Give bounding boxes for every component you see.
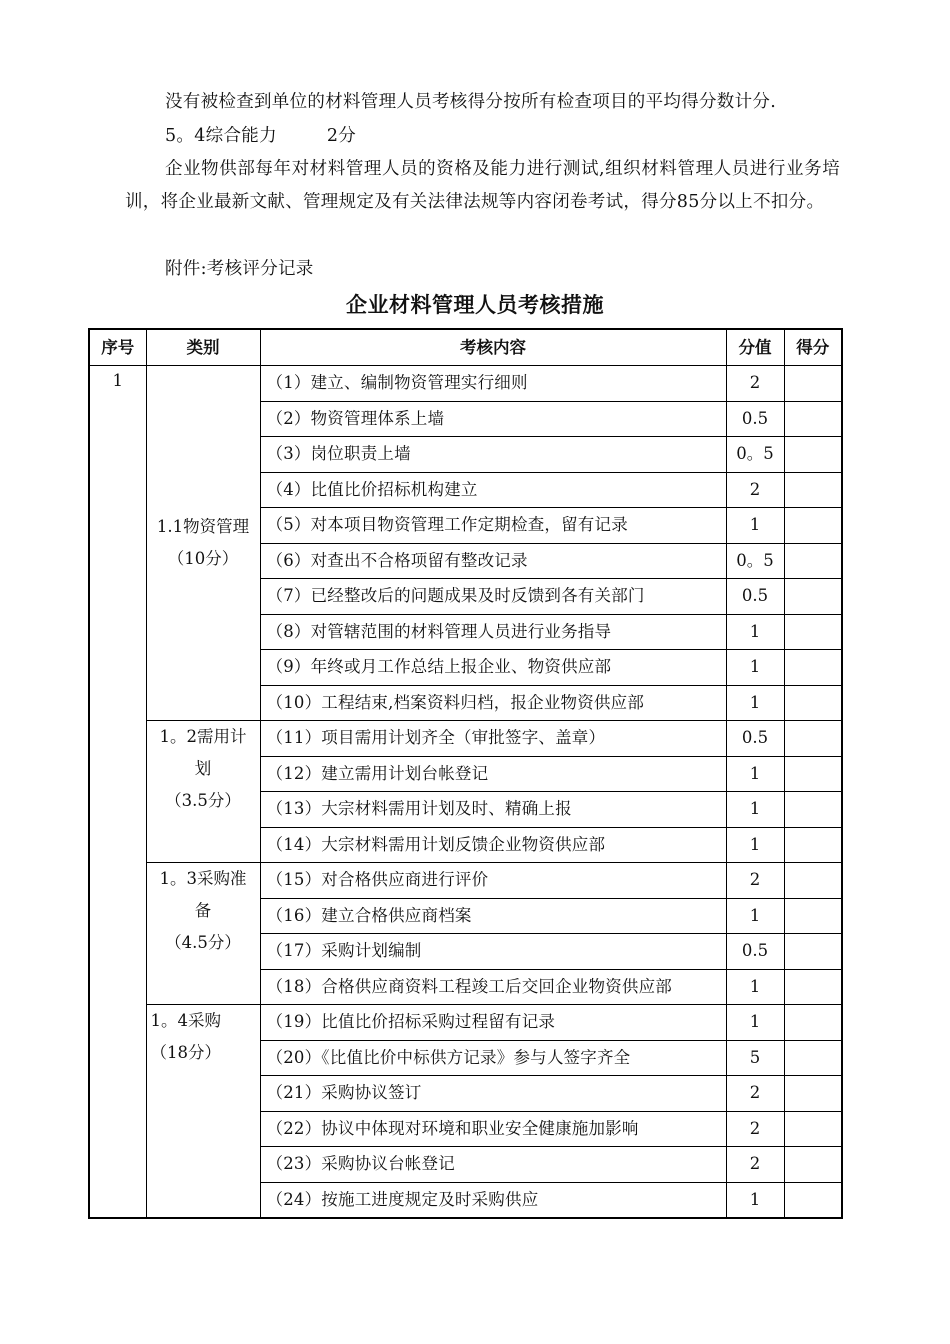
cell-score-blank[interactable] xyxy=(784,366,842,402)
cell-content: （7）已经整改后的问题成果及时反馈到各有关部门 xyxy=(260,579,726,615)
cell-content: （11）项目需用计划齐全（审批签字、盖章） xyxy=(260,721,726,757)
cell-score-blank[interactable] xyxy=(784,898,842,934)
table-row xyxy=(89,1005,842,1041)
cell-content: （15）对合格供应商进行评价 xyxy=(260,863,726,899)
paragraph-average-score-rule: 没有被检查到单位的材料管理人员考核得分按所有检查项目的平均得分数计分. xyxy=(165,92,777,112)
cell-content: （9）年终或月工作总结上报企业、物资供应部 xyxy=(260,650,726,686)
category-label-line: 1.1物资管理 xyxy=(156,517,250,536)
cell-content: （18）合格供应商资料工程竣工后交回企业物资供应部 xyxy=(260,969,726,1005)
cell-value: 1 xyxy=(726,756,784,792)
cell-score-blank[interactable] xyxy=(784,401,842,437)
cell-value: 1 xyxy=(726,685,784,721)
header-content: 考核内容 xyxy=(260,329,726,366)
cell-value: 1 xyxy=(726,508,784,544)
cell-value: 0.5 xyxy=(726,934,784,970)
cell-score-blank[interactable] xyxy=(784,685,842,721)
attachment-note: 附件:考核评分记录 xyxy=(165,259,314,279)
cell-content: （12）建立需用计划台帐登记 xyxy=(260,756,726,792)
cell-content: （19）比值比价招标采购过程留有记录 xyxy=(260,1005,726,1041)
cell-value: 1 xyxy=(726,827,784,863)
header-seq: 序号 xyxy=(89,329,146,366)
section-score: 2分 xyxy=(326,126,357,146)
cell-score-blank[interactable] xyxy=(784,792,842,828)
cell-score-blank[interactable] xyxy=(784,1076,842,1112)
cell-value: 0.5 xyxy=(726,579,784,615)
cell-value: 2 xyxy=(726,1076,784,1112)
header-value: 分值 xyxy=(726,329,784,366)
category-label-line: 1。4采购 xyxy=(150,1011,221,1030)
cell-value: 1 xyxy=(726,969,784,1005)
cell-category xyxy=(146,1005,260,1219)
table-row xyxy=(89,366,842,402)
cell-content: （2）物资管理体系上墙 xyxy=(260,401,726,437)
cell-value: 1 xyxy=(726,1005,784,1041)
cell-score-blank[interactable] xyxy=(784,579,842,615)
cell-content: （3）岗位职责上墙 xyxy=(260,437,726,473)
table-header-row xyxy=(89,329,842,366)
cell-score-blank[interactable] xyxy=(784,650,842,686)
cell-score-blank[interactable] xyxy=(784,437,842,473)
section-heading-comprehensive-ability xyxy=(165,120,880,153)
cell-score-blank[interactable] xyxy=(784,969,842,1005)
category-label-line: 备 xyxy=(194,901,212,920)
table-row xyxy=(89,863,842,899)
cell-value: 2 xyxy=(726,472,784,508)
cell-content: （4）比值比价招标机构建立 xyxy=(260,472,726,508)
cell-score-blank[interactable] xyxy=(784,1005,842,1041)
cell-score-blank[interactable] xyxy=(784,1040,842,1076)
cell-value: 0.5 xyxy=(726,401,784,437)
cell-content: （6）对查出不合格项留有整改记录 xyxy=(260,543,726,579)
cell-score-blank[interactable] xyxy=(784,508,842,544)
category-label-line: （4.5分） xyxy=(165,933,241,952)
cell-score-blank[interactable] xyxy=(784,1147,842,1183)
category-label-line: （18分） xyxy=(150,1043,221,1062)
section-label: 5。4综合能力 xyxy=(165,126,277,146)
cell-content: （5）对本项目物资管理工作定期检查，留有记录 xyxy=(260,508,726,544)
cell-value: 2 xyxy=(726,366,784,402)
cell-value: 1 xyxy=(726,792,784,828)
cell-value: 0.5 xyxy=(726,721,784,757)
table-title: 企业材料管理人员考核措施 xyxy=(346,293,604,317)
cell-value: 1 xyxy=(726,614,784,650)
category-label-line: 划 xyxy=(194,759,212,778)
cell-category xyxy=(146,366,260,721)
cell-score-blank[interactable] xyxy=(784,827,842,863)
cell-category xyxy=(146,863,260,1005)
category-label-line: 1。3采购准 xyxy=(159,869,247,888)
cell-value: 1 xyxy=(726,650,784,686)
cell-content: （23）采购协议台帐登记 xyxy=(260,1147,726,1183)
paragraph-training-exam: 企业物供部每年对材料管理人员的资格及能力进行测试,组织材料管理人员进行业务培训，将企业最新文献、管理规定及有关法律法规等内容闭卷考试，得分85分以上不扣分。 xyxy=(125,159,840,212)
cell-content: （20）《比值比价中标供方记录》参与人签字齐全 xyxy=(260,1040,726,1076)
category-label-line: （3.5分） xyxy=(165,791,241,810)
cell-value: 2 xyxy=(726,1147,784,1183)
cell-content: （17）采购计划编制 xyxy=(260,934,726,970)
cell-value: 2 xyxy=(726,863,784,899)
cell-content: （16）建立合格供应商档案 xyxy=(260,898,726,934)
header-score: 得分 xyxy=(784,329,842,366)
cell-seq: 1 xyxy=(89,366,146,1219)
header-category: 类别 xyxy=(146,329,260,366)
cell-score-blank[interactable] xyxy=(784,1182,842,1218)
cell-content: （1）建立、编制物资管理实行细则 xyxy=(260,366,726,402)
cell-content: （22）协议中体现对环境和职业安全健康施加影响 xyxy=(260,1111,726,1147)
cell-content: （8）对管辖范围的材料管理人员进行业务指导 xyxy=(260,614,726,650)
cell-content: （14）大宗材料需用计划反馈企业物资供应部 xyxy=(260,827,726,863)
table-body xyxy=(89,366,842,1219)
cell-score-blank[interactable] xyxy=(784,756,842,792)
cell-score-blank[interactable] xyxy=(784,1111,842,1147)
cell-content: （13）大宗材料需用计划及时、精确上报 xyxy=(260,792,726,828)
cell-category xyxy=(146,721,260,863)
cell-value: 2 xyxy=(726,1111,784,1147)
cell-score-blank[interactable] xyxy=(784,934,842,970)
cell-score-blank[interactable] xyxy=(784,472,842,508)
cell-content: （21）采购协议签订 xyxy=(260,1076,726,1112)
cell-value: 1 xyxy=(726,1182,784,1218)
cell-value: 5 xyxy=(726,1040,784,1076)
assessment-table xyxy=(88,328,843,1219)
cell-content: （24）按施工进度规定及时采购供应 xyxy=(260,1182,726,1218)
cell-score-blank[interactable] xyxy=(784,614,842,650)
cell-score-blank[interactable] xyxy=(784,721,842,757)
cell-value: 1 xyxy=(726,898,784,934)
cell-value: 0。5 xyxy=(726,437,784,473)
cell-score-blank[interactable] xyxy=(784,863,842,899)
cell-score-blank[interactable] xyxy=(784,543,842,579)
category-label-line: 1。2需用计 xyxy=(159,727,247,746)
cell-value: 0。5 xyxy=(726,543,784,579)
table-row xyxy=(89,721,842,757)
cell-content: （10）工程结束,档案资料归档，报企业物资供应部 xyxy=(260,685,726,721)
category-label-line: （10分） xyxy=(167,549,239,568)
